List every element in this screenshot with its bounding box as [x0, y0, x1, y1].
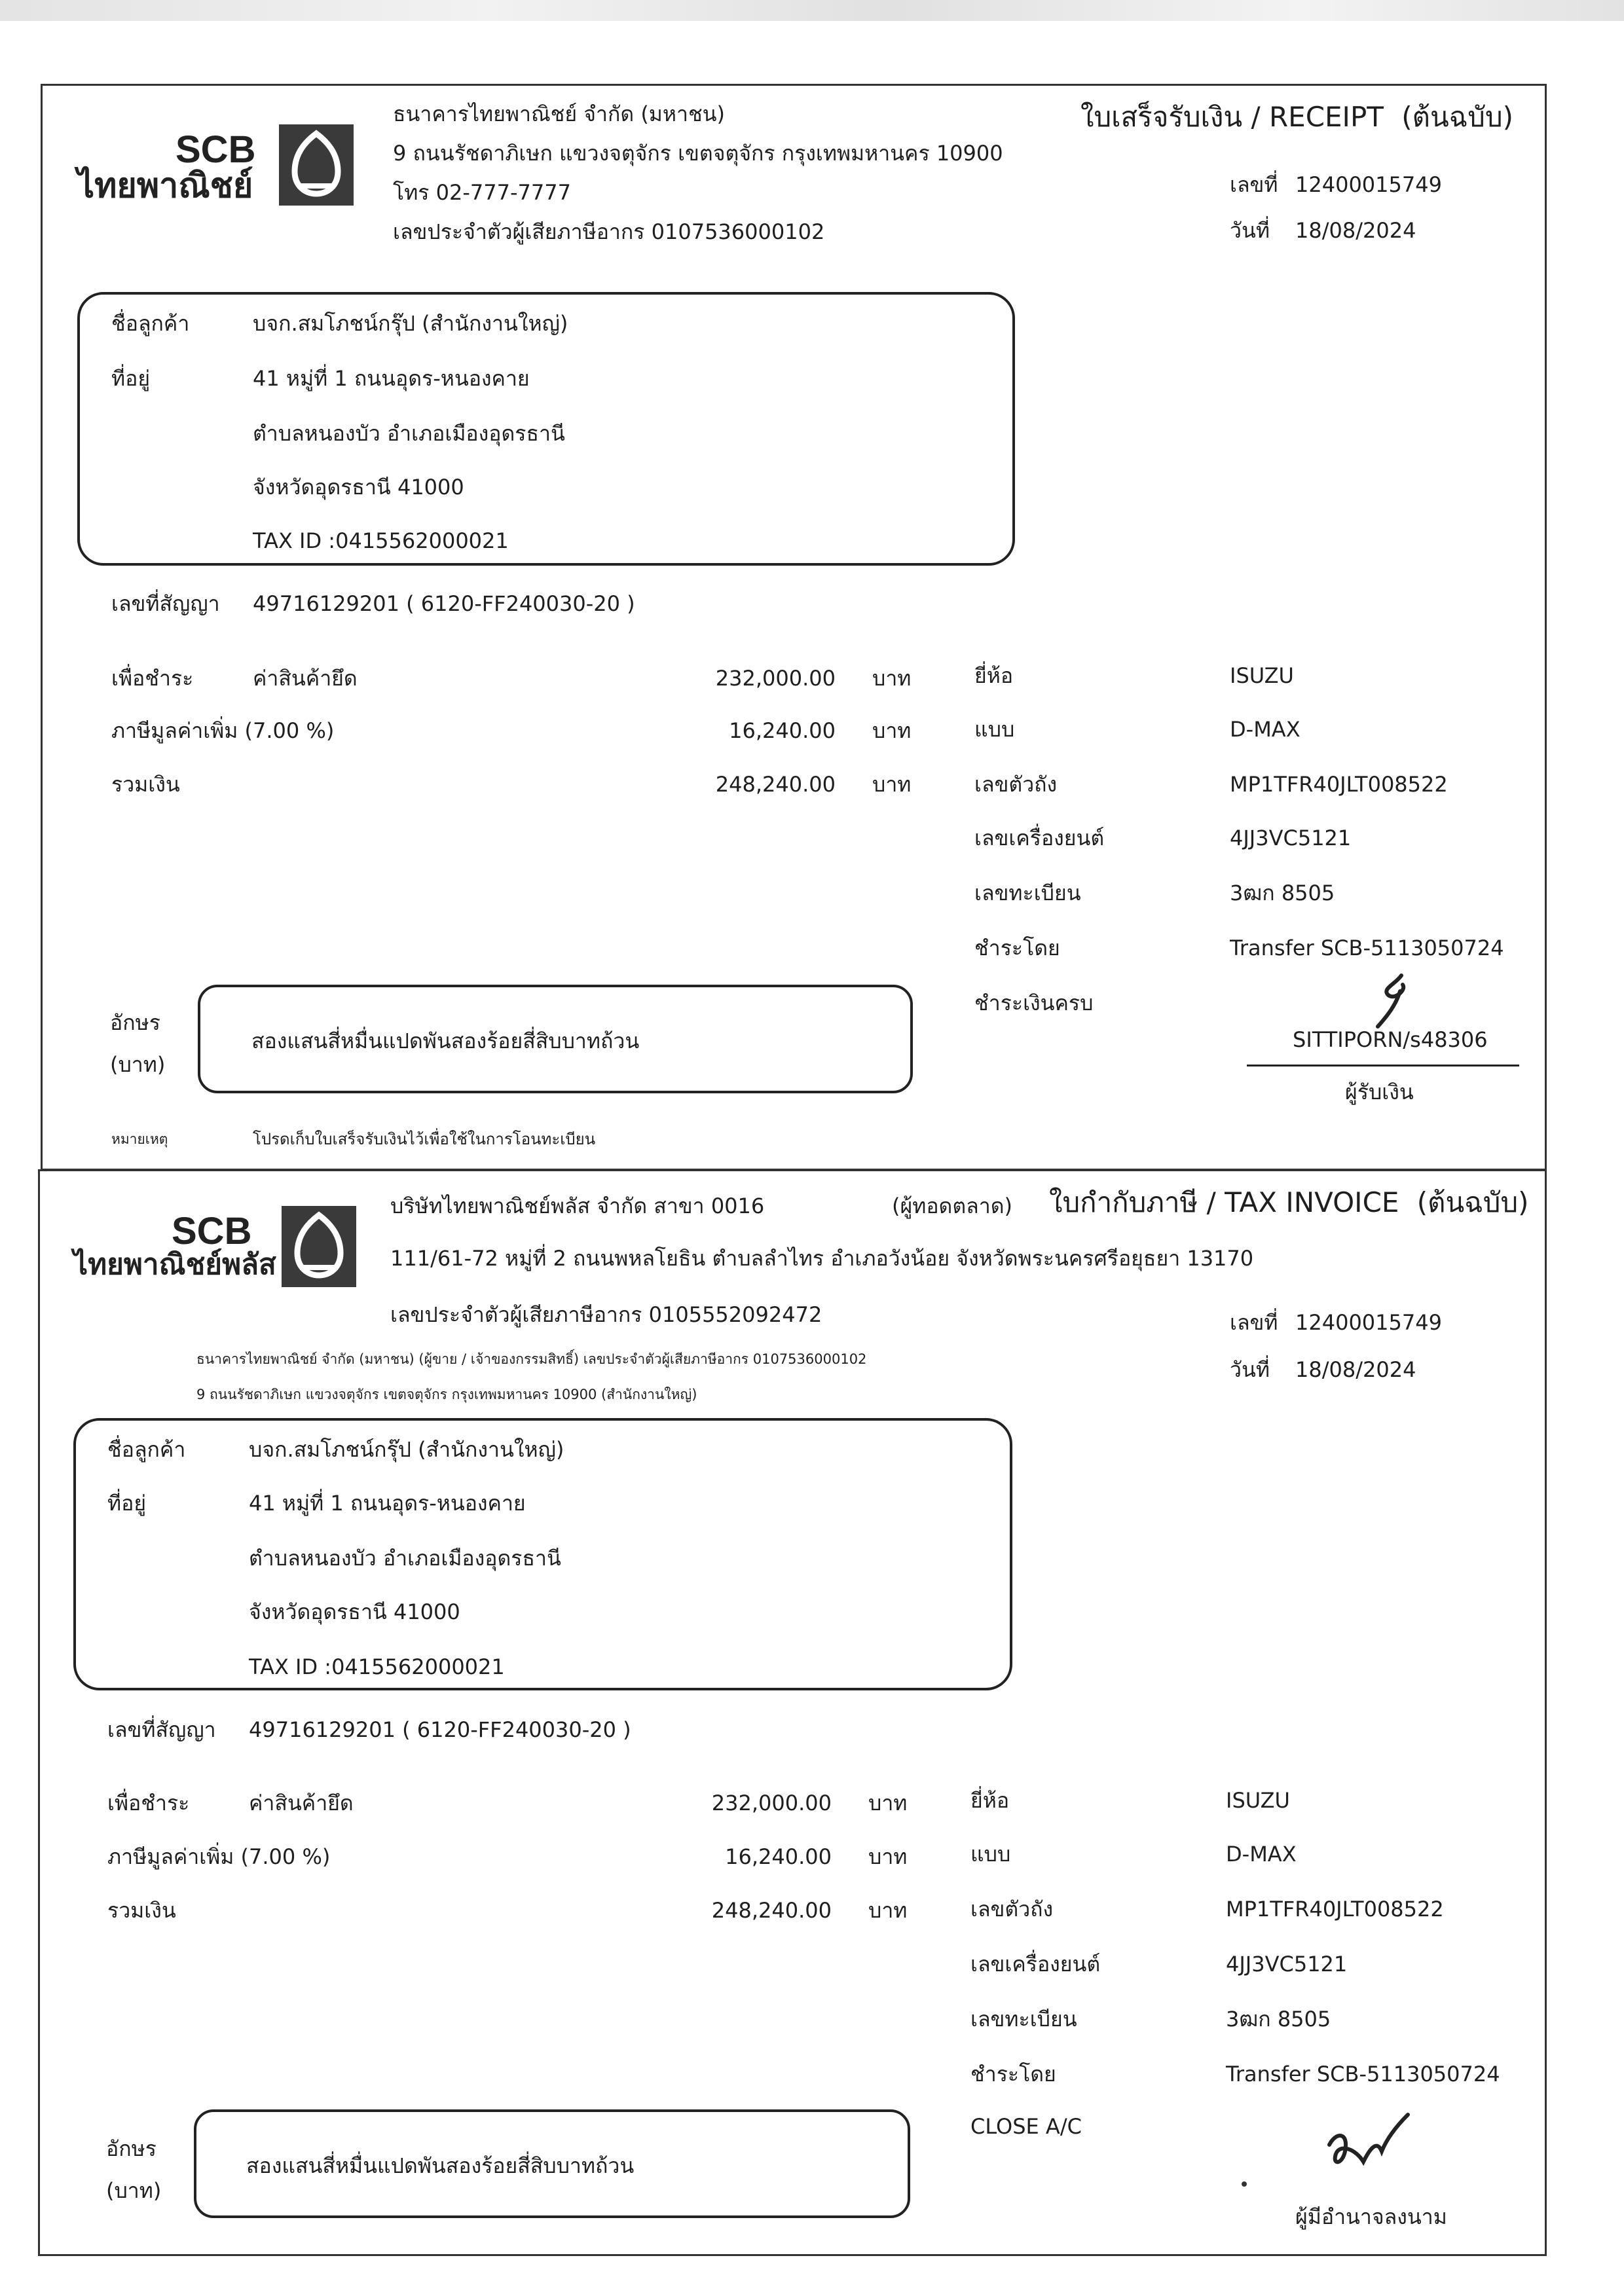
tax-vehicle-value-4: 3ฒก 8505	[1226, 2007, 1331, 2032]
agent-line2: 9 ถนนรัชดาภิเษก แขวงจตุจักร เขตจตุจักร กรุงเทพมหานคร 10900 (สำนักงานใหญ่)	[196, 1387, 697, 1402]
tax-words-unit-label: (บาท)	[106, 2178, 162, 2203]
logo-thai-plus-text: ไทยพาณิชย์พลัส	[73, 1248, 276, 1281]
receipt-vehicle-label-3: เลขเครื่องยนต์	[974, 826, 1105, 850]
receipt-vehicle-label-4: เลขทะเบียน	[974, 881, 1081, 905]
tax-address-line3: จังหวัดอุดรธานี 41000	[249, 1599, 460, 1624]
tax-doc-no-label: เลขที่	[1230, 1310, 1278, 1335]
tax-address-label: ที่อยู่	[107, 1491, 147, 1516]
bank-phone: โทร 02-777-7777	[393, 180, 571, 205]
scan-artifact	[0, 0, 1624, 21]
receipt-address-line3: จังหวัดอุดรธานี 41000	[253, 475, 464, 500]
tax-vehicle-value-2: MP1TFR40JLT008522	[1226, 1897, 1444, 1922]
logo-scb-text-2: SCB	[172, 1210, 252, 1252]
receipt-vehicle-label-6: ชำระเงินครบ	[974, 991, 1094, 1015]
receipt-line-amount-2: 248,240.00	[715, 772, 836, 797]
tax-line-unit-1: บาท	[868, 1844, 908, 1869]
tax-date: 18/08/2024	[1295, 1357, 1416, 1382]
company-address: 111/61-72 หมู่ที่ 2 ถนนพหลโยธิน ตำบลลำไทร อำเภอวังน้อย จังหวัดพระนครศรีอยุธยา 13170	[390, 1246, 1254, 1271]
company-name: บริษัทไทยพาณิชย์พลัส จำกัด สาขา 0016	[390, 1194, 765, 1218]
tax-line-amount-0: 232,000.00	[711, 1791, 832, 1815]
tax-signer-role: ผู้มีอำนาจลงนาม	[1295, 2204, 1447, 2229]
scb-emblem-icon	[278, 123, 355, 207]
tax-line-label-1: ภาษีมูลค่าเพิ่ม (7.00 %)	[107, 1844, 331, 1869]
tax-customer-name: บจก.สมโภชน์กรุ๊ป (สำนักงานใหญ่)	[249, 1437, 564, 1462]
receipt-title-text: ใบเสร็จรับเงิน / RECEIPT	[1080, 101, 1384, 133]
receipt-line-label-2: รวมเงิน	[111, 772, 180, 797]
receipt-line-unit-0: บาท	[872, 666, 912, 691]
receipt-line-unit-2: บาท	[872, 772, 912, 797]
receipt-line-amount-1: 16,240.00	[729, 718, 836, 743]
tax-vehicle-value-5: Transfer SCB-5113050724	[1226, 2062, 1500, 2086]
receipt-line-desc-0: ค่าสินค้ายึด	[253, 666, 358, 691]
receipt-amount-words: สองแสนสี่หมื่นแปดพันสองร้อยสี่สิบบาทถ้วน	[251, 1029, 640, 1053]
receipt-signer-name: SITTIPORN/s48306	[1293, 1027, 1488, 1052]
receipt-vehicle-label-1: แบบ	[974, 717, 1015, 742]
tax-line-desc-0: ค่าสินค้ายึด	[249, 1791, 354, 1815]
tax-line-label-2: รวมเงิน	[107, 1898, 176, 1923]
tax-doc-no: 12400015749	[1295, 1310, 1442, 1335]
tax-close-ac: CLOSE A/C	[970, 2114, 1082, 2139]
bank-name: ธนาคารไทยพาณิชย์ จำกัด (มหาชน)	[393, 101, 726, 126]
logo-thai-text: ไทยพาณิชย์	[77, 166, 253, 206]
receipt-line-amount-0: 232,000.00	[715, 666, 836, 691]
receipt-vehicle-value-5: Transfer SCB-5113050724	[1230, 936, 1504, 960]
receipt-note: โปรดเก็บใบเสร็จรับเงินไว้เพื่อใช้ในการโอนทะเบียน	[253, 1130, 596, 1148]
tax-address-line1: 41 หมู่ที่ 1 ถนนอุดร-หนองคาย	[249, 1491, 526, 1516]
bank-address: 9 ถนนรัชดาภิเษก แขวงจตุจักร เขตจตุจักร กรุงเทพมหานคร 10900	[393, 141, 1003, 166]
receipt-address-line1: 41 หมู่ที่ 1 ถนนอุดร-หนองคาย	[253, 366, 530, 391]
receipt-signature-line	[1247, 1065, 1519, 1066]
receipt-line-label-1: ภาษีมูลค่าเพิ่ม (7.00 %)	[111, 718, 335, 743]
tax-invoice-title-text: ใบกำกับภาษี / TAX INVOICE	[1049, 1186, 1399, 1218]
receipt-contract-no: 49716129201 ( 6120-FF240030-20 )	[253, 591, 635, 616]
receipt-customer-name: บจก.สมโภชน์กรุ๊ป (สำนักงานใหญ่)	[253, 311, 568, 336]
receipt-note-label: หมายเหตุ	[111, 1131, 168, 1147]
tax-vehicle-label-4: เลขทะเบียน	[970, 2007, 1077, 2032]
receipt-words-unit-label: (บาท)	[110, 1052, 166, 1077]
tax-contract-label: เลขที่สัญญา	[107, 1717, 216, 1742]
tax-words-label: อักษร	[106, 2136, 157, 2161]
receipt-title	[1080, 103, 1513, 131]
receipt-customer-tax-id: TAX ID :0415562000021	[253, 528, 509, 553]
receipt-vehicle-value-4: 3ฒก 8505	[1230, 881, 1335, 905]
tax-contract-no: 49716129201 ( 6120-FF240030-20 )	[249, 1717, 631, 1742]
tax-amount-words: สองแสนสี่หมื่นแปดพันสองร้อยสี่สิบบาทถ้วน	[246, 2153, 635, 2178]
tax-vehicle-value-3: 4JJ3VC5121	[1226, 1952, 1348, 1977]
tax-line-unit-2: บาท	[868, 1898, 908, 1923]
tax-signature-dot	[1242, 2181, 1247, 2187]
scb-emblem-icon-2	[280, 1205, 358, 1288]
receipt-line-unit-1: บาท	[872, 718, 912, 743]
receipt-address-label: ที่อยู่	[111, 366, 151, 391]
tax-vehicle-label-3: เลขเครื่องยนต์	[970, 1952, 1101, 1977]
tax-line-unit-0: บาท	[868, 1791, 908, 1815]
receipt-vehicle-label-0: ยี่ห้อ	[974, 663, 1014, 688]
tax-vehicle-value-0: ISUZU	[1226, 1788, 1290, 1813]
logo-scb-text: SCB	[175, 128, 256, 171]
receipt-signer-role: ผู้รับเงิน	[1345, 1080, 1414, 1104]
receipt-vehicle-value-3: 4JJ3VC5121	[1230, 826, 1352, 850]
receipt-doc-no: 12400015749	[1295, 172, 1442, 197]
tax-line-amount-2: 248,240.00	[711, 1898, 832, 1923]
receipt-contract-label: เลขที่สัญญา	[111, 591, 220, 616]
tax-signature-icon	[1316, 2105, 1414, 2184]
auctioneer-label: (ผู้ทอดตลาด)	[892, 1194, 1012, 1218]
receipt-address-line2: ตำบลหนองบัว อำเภอเมืองอุดรธานี	[253, 421, 565, 446]
receipt-customer-name-label: ชื่อลูกค้า	[111, 311, 190, 336]
bank-tax-id: เลขประจำตัวผู้เสียภาษีอากร 0107536000102	[393, 219, 825, 244]
receipt-line-label-0: เพื่อชำระ	[111, 666, 194, 691]
tax-line-amount-1: 16,240.00	[725, 1844, 832, 1869]
receipt-vehicle-value-1: D-MAX	[1230, 717, 1301, 742]
tax-customer-name-label: ชื่อลูกค้า	[107, 1437, 186, 1462]
agent-line1: ธนาคารไทยพาณิชย์ จำกัด (มหาชน) (ผู้ขาย / เจ้าของกรรมสิทธิ์) เลขประจำตัวผู้เสียภาษีอากร 0107536000102	[196, 1351, 867, 1367]
tax-date-label: วันที่	[1230, 1357, 1270, 1382]
tax-vehicle-label-1: แบบ	[970, 1842, 1011, 1867]
receipt-date: 18/08/2024	[1295, 218, 1416, 243]
receipt-vehicle-label-2: เลขตัวถัง	[974, 772, 1058, 797]
company-tax-id: เลขประจำตัวผู้เสียภาษีอากร 0105552092472	[390, 1302, 822, 1327]
tax-vehicle-label-2: เลขตัวถัง	[970, 1897, 1054, 1922]
tax-vehicle-label-0: ยี่ห้อ	[970, 1788, 1010, 1813]
receipt-vehicle-label-5: ชำระโดย	[974, 936, 1060, 960]
receipt-original-mark: (ต้นฉบับ)	[1401, 101, 1513, 133]
receipt-date-label: วันที่	[1230, 218, 1270, 243]
tax-line-label-0: เพื่อชำระ	[107, 1791, 190, 1815]
tax-invoice-original-mark: (ต้นฉบับ)	[1416, 1186, 1529, 1218]
tax-customer-tax-id: TAX ID :0415562000021	[249, 1654, 505, 1679]
tax-vehicle-label-5: ชำระโดย	[970, 2062, 1056, 2086]
receipt-vehicle-value-0: ISUZU	[1230, 663, 1294, 688]
tax-vehicle-value-1: D-MAX	[1226, 1842, 1297, 1867]
receipt-vehicle-value-2: MP1TFR40JLT008522	[1230, 772, 1448, 797]
tax-invoice-title	[1049, 1186, 1529, 1218]
receipt-doc-no-label: เลขที่	[1230, 172, 1278, 197]
receipt-words-label: อักษร	[110, 1010, 160, 1035]
tax-address-line2: ตำบลหนองบัว อำเภอเมืองอุดรธานี	[249, 1546, 561, 1571]
